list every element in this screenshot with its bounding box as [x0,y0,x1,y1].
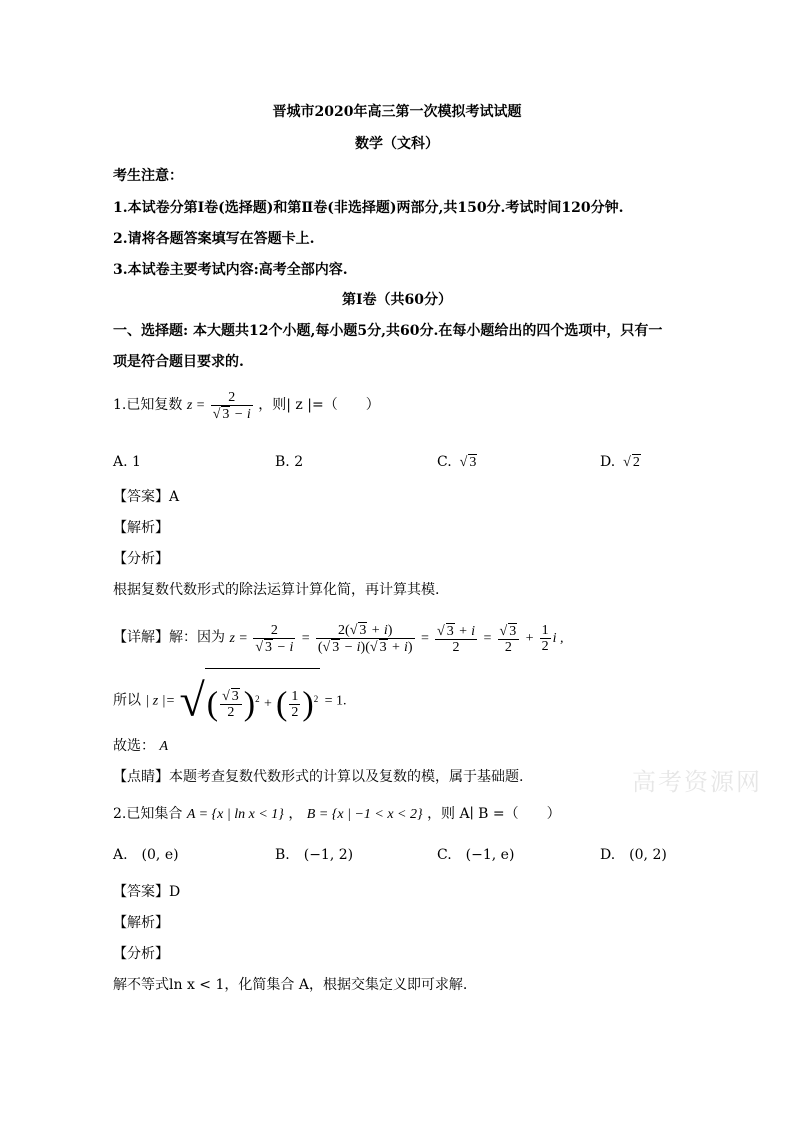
exam-title: 晋城市2020年高三第一次模拟考试试题 [272,104,522,120]
section-title: 第Ⅰ卷（共60分） [341,292,453,308]
q1-prefix: 1.已知复数 [113,397,183,414]
q1-option-b: B. 2 [275,454,304,470]
q1-option-d-label: D. [600,454,616,470]
q2-option-d: D. (0, 2) [600,847,667,863]
q2-jiexi-label: 【解析】 [113,915,169,931]
q1-choose-value: A [159,739,169,754]
notice-item-3: 3.本试卷主要考试内容:高考全部内容. [113,262,348,278]
q1-detail-formula: z = $\frac{2}{√ 3 - i}$ = $\frac{2(√ 3 + i)}{(√ 3 - i)(√ 3 + i)}$ = $\frac{√ 3 + i}{2}$ = $\frac{√ 3}{2}$ + $\frac{1}{2}$ i , [229,622,564,655]
q2-set-a: A = {x | ln x < 1} [186,807,284,822]
q2-stem: 2.已知集合 A = {x | ln x < 1} ， B = {x | −1 < x < 2} ，则 A∣ B =（ ） [113,806,561,822]
q1-jiexi-label: 【解析】 [113,520,169,536]
section-intro-line-1: 一、选择题: 本大题共12个小题,每小题5分,共60分.在每小题给出的四个选项中，只有一 [113,323,663,339]
q1-so-prefix: 所以 [113,692,141,709]
q1-modulus: 所以 | z |= √( $\frac{√ 3}{2}$ )$^2$ + ( $\frac{1}{2}$ )$^2$ = 1. [113,668,347,733]
q1-fenxi-label: 【分析】 [113,551,169,567]
notice-item-2: 2.请将各题答案填写在答题卡上. [113,231,315,247]
q2-analysis-text: 解不等式ln x < 1，化简集合 A，根据交集定义即可求解. [113,977,468,993]
q1-choose [113,736,168,757]
q2-fenxi-label: 【分析】 [113,946,169,962]
q1-option-d-value: 2 [632,455,640,470]
q1-choose-label: 故选： [113,738,155,754]
q1-answer: 【答案】A [113,489,180,505]
notice-heading: 考生注意： [113,168,183,184]
q2-option-a: A. (0, e) [113,847,179,863]
q1-detail-prefix: 【详解】解：因为 [113,629,225,646]
exam-subtitle: 数学（文科） [355,136,439,152]
q2-set-b: B = {x | −1 < x < 2} [306,807,423,822]
q2-answer: 【答案】D [113,884,181,900]
watermark: 高考资源网 [632,768,762,796]
q1-detail [113,622,564,655]
notice-item-1: 1.本试卷分第Ⅰ卷(选择题)和第Ⅱ卷(非选择题)两部分,共150分.考试时间120分钟. [113,200,624,216]
q1-analysis-text: 根据复数代数形式的除法运算计算化简，再计算其模. [113,582,440,598]
q1-formula: z = $\frac{2}{√ 3 - i}$ [186,390,251,422]
q1-option-c-value: 3 [469,455,477,470]
q1-comment: 【点睛】本题考查复数代数形式的计算以及复数的模，属于基础题. [113,769,524,785]
q1-suffix: ，则| z |=（ ） [258,397,380,414]
q2-tail: ，则 A∣ B =（ ） [427,806,561,822]
q1-option-c: C. √ 3 [437,454,477,470]
q1-option-d: D. √ 2 [600,454,640,470]
q1-so-result: = 1. [324,693,347,709]
q1-option-a: A. 1 [113,454,141,470]
q2-prefix: 2.已知集合 [113,806,183,822]
q1-option-c-label: C. [437,454,452,470]
section-intro-line-2: 项是符合题目要求的. [113,354,244,370]
q2-option-b: B. (−1, 2) [275,847,354,863]
q1-stem [113,390,380,422]
q2-option-c: C. (−1, e) [437,847,515,863]
